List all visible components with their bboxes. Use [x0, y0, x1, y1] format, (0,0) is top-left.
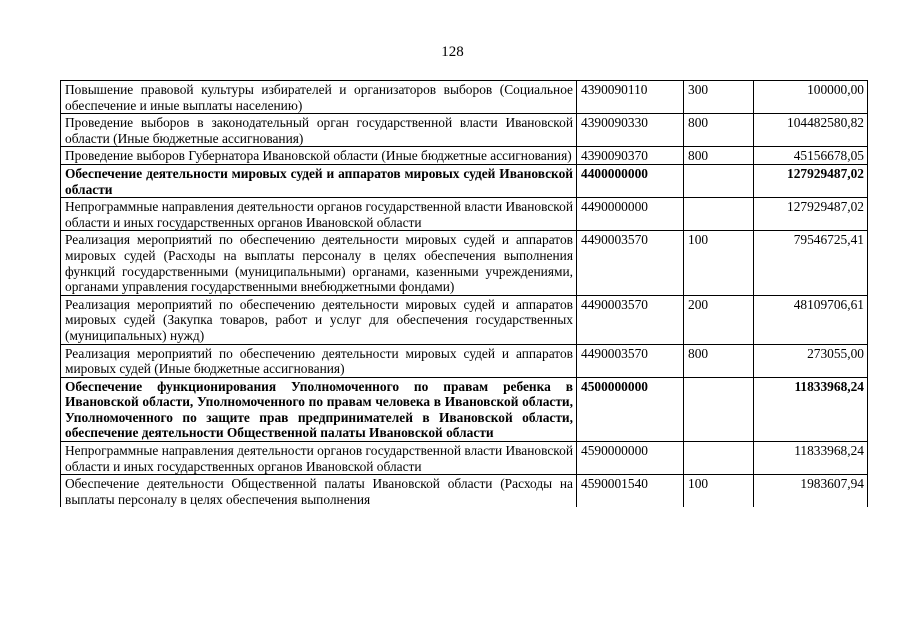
table-row [61, 295, 868, 344]
row-type: 100 [684, 231, 754, 295]
row-code: 4590000000 [577, 442, 684, 475]
row-name: Непрограммные направления деятельности органов государственной власти Ивановской области и иных государственных органов Ивановской области [61, 198, 577, 231]
row-type: 200 [684, 295, 754, 344]
row-type: 800 [684, 114, 754, 147]
row-code: 4390090110 [577, 81, 684, 114]
row-sum: 100000,00 [754, 81, 868, 114]
row-code: 4400000000 [577, 164, 684, 197]
row-code: 4490003570 [577, 344, 684, 377]
row-name: Обеспечение функционирования Уполномоченного по правам ребенка в Ивановской области, Уполномоченного по правам человека в Ивановской области, Уполномоченного по защите прав предпринимателей в Ивановской области, обеспечение деятельности Общественной палаты Ивановской области [61, 377, 577, 441]
row-code: 4490003570 [577, 231, 684, 295]
row-sum: 48109706,61 [754, 295, 868, 344]
table-row [61, 231, 868, 295]
row-type: 800 [684, 344, 754, 377]
table-row [61, 114, 868, 147]
row-name: Реализация мероприятий по обеспечению деятельности мировых судей и аппаратов мировых судей (Расходы на выплаты персоналу в целях обеспечения выполнения функций государственными (муниципальными) органами, казенными учреждениями, органами управления государственными внебюджетными фондами) [61, 231, 577, 295]
row-name: Проведение выборов в законодательный орган государственной власти Ивановской области (Иные бюджетные ассигнования) [61, 114, 577, 147]
row-code: 4500000000 [577, 377, 684, 441]
row-sum: 79546725,41 [754, 231, 868, 295]
row-name: Обеспечение деятельности мировых судей и аппаратов мировых судей Ивановской области [61, 164, 577, 197]
table-row [61, 442, 868, 475]
row-code: 4490003570 [577, 295, 684, 344]
row-code: 4390090330 [577, 114, 684, 147]
row-name: Реализация мероприятий по обеспечению деятельности мировых судей и аппаратов мировых судей (Иные бюджетные ассигнования) [61, 344, 577, 377]
row-type: 100 [684, 475, 754, 508]
row-sum: 45156678,05 [754, 147, 868, 165]
row-sum: 127929487,02 [754, 164, 868, 197]
row-type: 300 [684, 81, 754, 114]
row-sum: 11833968,24 [754, 377, 868, 441]
page-number: 128 [441, 44, 464, 60]
row-sum: 273055,00 [754, 344, 868, 377]
row-code: 4390090370 [577, 147, 684, 165]
row-name: Непрограммные направления деятельности органов государственной власти Ивановской области и иных государственных органов Ивановской области [61, 442, 577, 475]
row-code: 4590001540 [577, 475, 684, 508]
table-row [61, 344, 868, 377]
row-name: Реализация мероприятий по обеспечению деятельности мировых судей и аппаратов мировых судей (Закупка товаров, работ и услуг для обеспечения государственных (муниципальных) нужд) [61, 295, 577, 344]
row-name: Обеспечение деятельности Общественной палаты Ивановской области (Расходы на выплаты персоналу в целях обеспечения выполнения [61, 475, 577, 508]
table-row-section [61, 377, 868, 441]
row-type [684, 377, 754, 441]
row-sum: 11833968,24 [754, 442, 868, 475]
row-name: Проведение выборов Губернатора Ивановской области (Иные бюджетные ассигнования) [61, 147, 577, 165]
row-type: 800 [684, 147, 754, 165]
row-sum: 104482580,82 [754, 114, 868, 147]
budget-table [60, 80, 868, 507]
row-type [684, 164, 754, 197]
table-row [61, 147, 868, 165]
table-row-section [61, 164, 868, 197]
row-type [684, 198, 754, 231]
table-row [61, 198, 868, 231]
row-type [684, 442, 754, 475]
table-row [61, 475, 868, 508]
row-sum: 1983607,94 [754, 475, 868, 508]
row-sum: 127929487,02 [754, 198, 868, 231]
row-name: Повышение правовой культуры избирателей и организаторов выборов (Социальное обеспечение и иные выплаты населению) [61, 81, 577, 114]
row-code: 4490000000 [577, 198, 684, 231]
table-row [61, 81, 868, 114]
